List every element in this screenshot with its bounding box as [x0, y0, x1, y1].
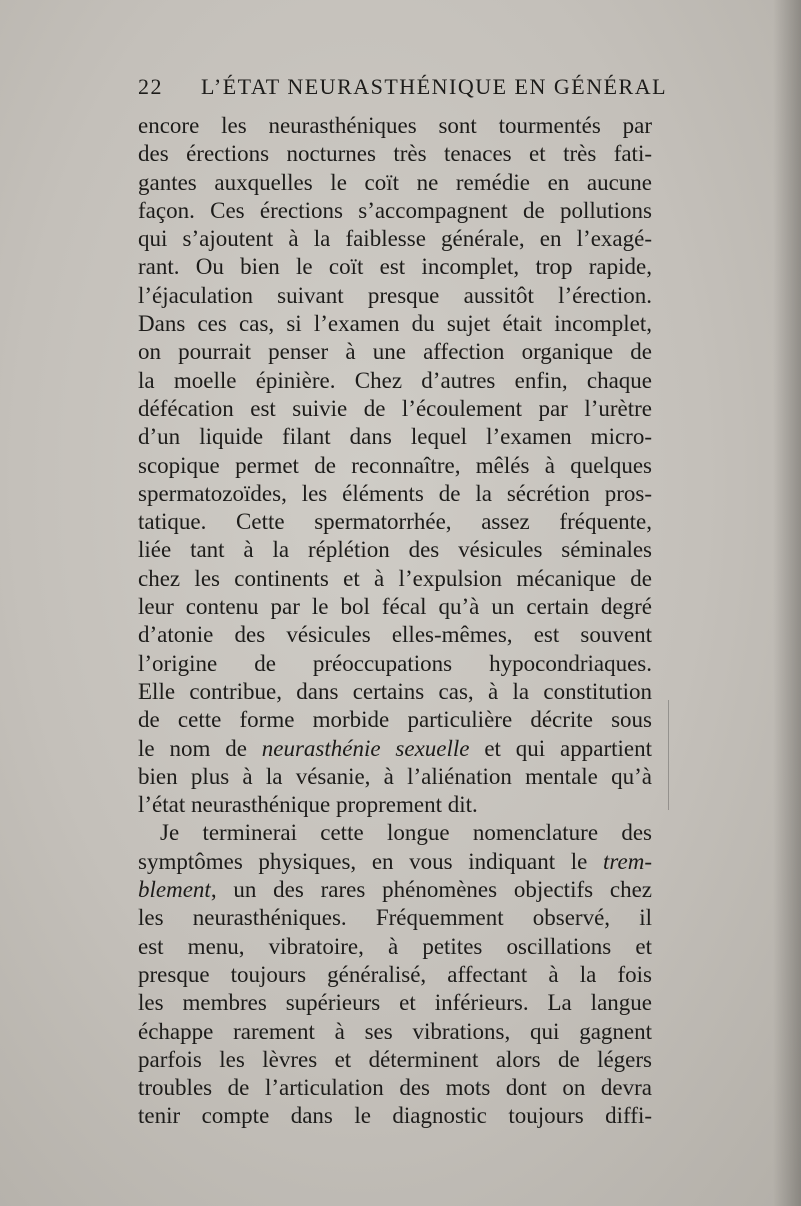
text-line: liée tant à la réplétion des vésicules séminales [138, 537, 652, 563]
margin-pencil-mark [668, 700, 689, 810]
text-segment: le nom de [138, 735, 262, 761]
text-line: leur contenu par le bol fécal qu’à un certain degré [138, 594, 652, 620]
text-line: spermatozoïdes, les éléments de la sécrétion pros- [138, 480, 652, 506]
text-line: encore les neurasthéniques sont tourmentés par [138, 113, 652, 138]
text-line: d’un liquide filant dans lequel l’examen micro- [138, 424, 652, 450]
page-header [138, 74, 668, 104]
text-line: qui s’ajoutent à la faiblesse générale, en l’exagé- [138, 226, 652, 252]
text-line: les membres supérieurs et inférieurs. La langue [138, 990, 652, 1016]
text-line: Dans ces cas, si l’examen du sujet était incomplet, [138, 311, 652, 337]
text-line: presque toujours généralisé, affectant à la fois [138, 961, 652, 987]
text-segment: , un des rares phénomènes objectifs chez [210, 877, 652, 903]
text-line: parfois les lèvres et déterminent alors de légers [138, 1046, 652, 1072]
text-line: troubles de l’articulation des mots dont on devra [138, 1075, 652, 1101]
running-title: L’ÉTAT NEURASTHÉNIQUE EN GÉNÉRAL [201, 74, 668, 99]
text-line: tatique. Cette spermatorrhée, assez fréquente, [138, 509, 652, 535]
italic-term: blement [138, 877, 211, 903]
text-line: rant. Ou bien le coït est incomplet, trop rapide, [138, 254, 652, 280]
text-line: est menu, vibratoire, à petites oscillations et [138, 933, 652, 959]
text-line: défécation est suivie de l’écoulement par l’urètre [138, 395, 652, 421]
italic-term: trem- [603, 848, 652, 874]
text-line: échappe rarement à ses vibrations, qui gagnent [138, 1018, 652, 1044]
text-line: tenir compte dans le diagnostic toujours diffi- [138, 1103, 652, 1129]
text-line: chez les continents et à l’expulsion mécanique de [138, 565, 652, 591]
text-segment: et qui appartient [469, 735, 653, 761]
text-line: l’état neurasthénique proprement dit. [138, 792, 478, 818]
body-text [138, 112, 652, 1131]
italic-term: neurasthénie sexuelle [261, 735, 470, 761]
text-line [138, 876, 652, 904]
text-line: scopique permet de reconnaître, mêlés à quelques [138, 452, 652, 478]
text-line [138, 848, 652, 876]
text-line [138, 735, 652, 763]
text-line: on pourrait penser à une affection organique de [138, 339, 652, 365]
text-line: la moelle épinière. Chez d’autres enfin, chaque [138, 367, 652, 393]
text-line: gantes auxquelles le coït ne remédie en aucune [138, 169, 652, 195]
text-line: l’origine de préoccupations hypocondriaques. [138, 650, 652, 676]
text-line: des érections nocturnes très tenaces et très fati- [138, 141, 652, 167]
text-line: bien plus à la vésanie, à l’aliénation mentale qu’à [138, 763, 652, 789]
text-line: Elle contribue, dans certains cas, à la constitution [138, 678, 652, 704]
text-line: de cette forme morbide particulière décrite sous [138, 707, 652, 733]
text-line: façon. Ces érections s’accompagnent de pollutions [138, 197, 652, 223]
page-number: 22 [138, 74, 163, 99]
page-edge-shadow [773, 0, 801, 1206]
text-line: d’atonie des vésicules elles-mêmes, est souvent [138, 622, 652, 648]
text-segment: symptômes physiques, en vous indiquant le [138, 848, 604, 874]
text-line: l’éjaculation suivant presque aussitôt l’érection. [138, 282, 652, 308]
text-line: les neurasthéniques. Fréquemment observé, il [138, 905, 652, 931]
text-line: Je terminerai cette longue nomenclature des [160, 820, 652, 846]
